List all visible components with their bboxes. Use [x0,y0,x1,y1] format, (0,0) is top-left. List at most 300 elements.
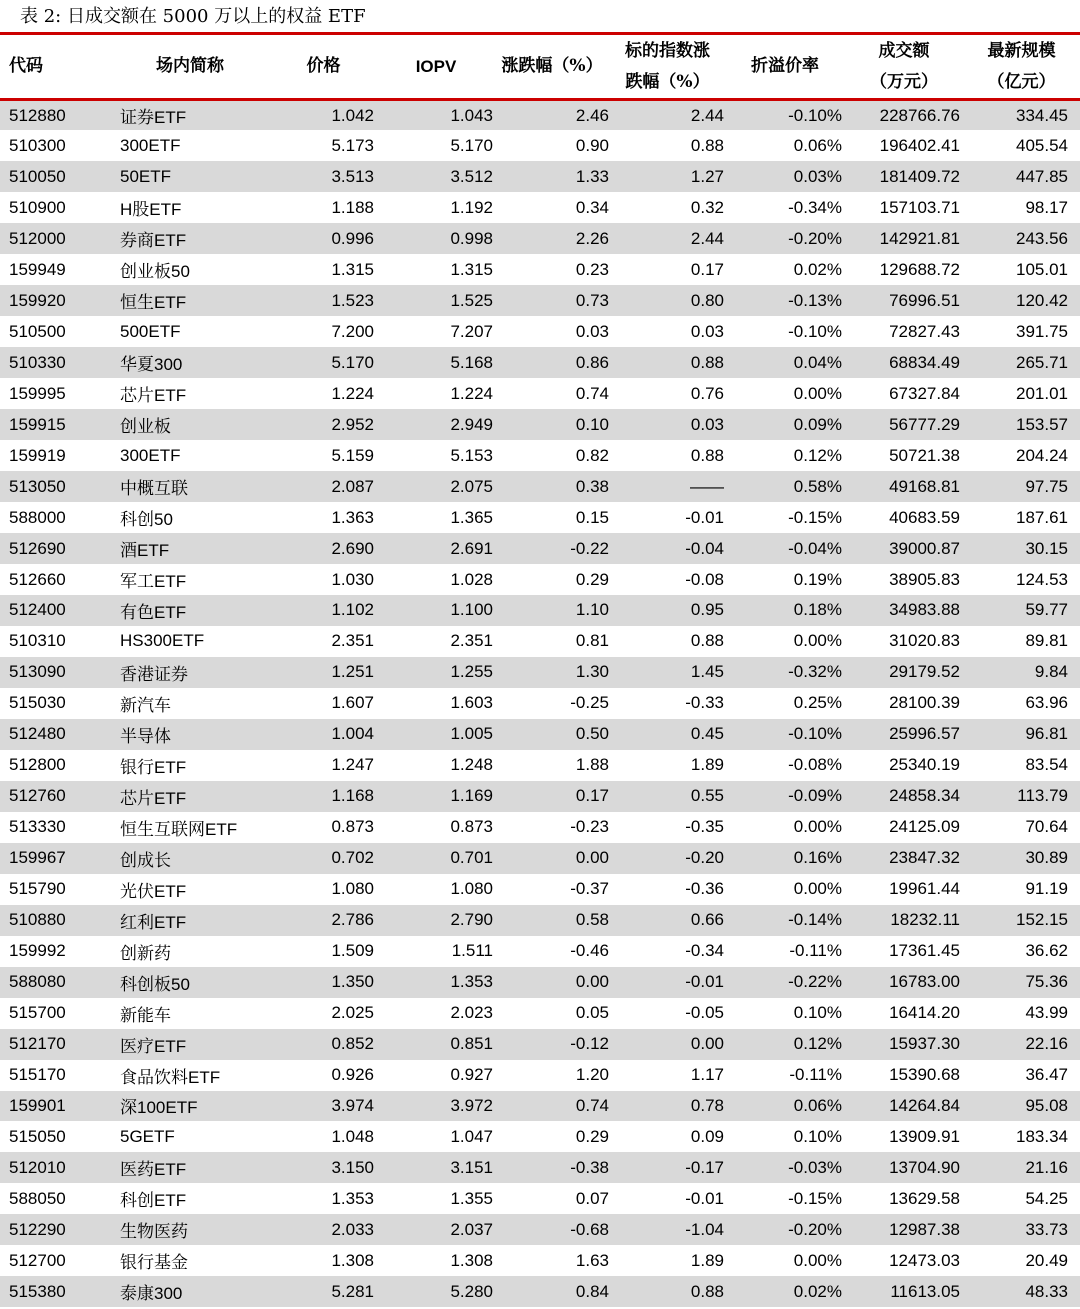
cell-turnover: 67327.84 [889,383,960,403]
header-change: 涨跌幅（%） [494,34,610,100]
cell-code: 510330 [0,347,111,378]
cell-size: 95.08 [963,1091,1080,1122]
cell-name: 有色ETF [111,595,269,626]
cell-price: 1.353 [331,1188,374,1208]
cell-index-change: 0.00 [610,1029,725,1060]
cell-size: 204.24 [1016,445,1068,465]
cell-turnover: 142921.81 [845,223,963,254]
cell-size: 96.81 [963,719,1080,750]
table-row [0,161,1080,192]
cell-code: 588000 [9,507,66,527]
cell-name: 证券ETF [111,100,269,131]
header-size [963,34,1080,100]
cell-name: 5GETF [120,1126,175,1146]
cell-iopv: 5.153 [450,445,493,465]
cell-change: 0.74 [575,383,609,403]
cell-change: 0.10 [494,409,610,440]
cell-premium: -0.09% [725,781,845,812]
table-row [0,719,1080,750]
cell-price: 0.996 [269,223,378,254]
cell-change: -0.25 [570,693,609,713]
cell-premium: -0.22% [725,967,845,998]
cell-change: 1.33 [494,161,610,192]
cell-change: 1.30 [494,657,610,688]
cell-index-change: 0.88 [610,347,725,378]
cell-size: 153.57 [963,409,1080,440]
cell-size: 43.99 [1025,1003,1068,1023]
cell-turnover: 11613.05 [845,1276,963,1307]
cell-name: 恒生互联网ETF [120,819,238,839]
cell-change: 0.82 [575,445,609,465]
cell-premium: 0.19% [793,569,842,589]
table-row [0,657,1080,688]
cell-name: 酒ETF [111,533,269,564]
cell-iopv: 1.248 [450,755,493,775]
cell-turnover: 31020.83 [889,631,960,651]
cell-name: 芯片ETF [120,386,187,406]
cell-code: 588050 [9,1188,66,1208]
cell-change: 0.00 [494,967,610,998]
cell-size: 243.56 [963,223,1080,254]
cell-name: 300ETF [120,445,181,465]
cell-turnover: 25996.57 [845,719,963,750]
cell-size: 113.79 [963,781,1080,812]
cell-name: 50ETF [111,161,269,192]
cell-change: 1.63 [575,1250,609,1270]
cell-change: 0.17 [494,781,610,812]
cell-index-change: 0.03 [610,409,725,440]
cell-iopv: 0.927 [450,1065,493,1085]
cell-index-change: 0.45 [610,719,725,750]
header-index-change-line1: 标的指数涨 [625,40,710,61]
cell-price: 0.702 [269,843,378,874]
cell-premium: -0.04% [725,533,845,564]
cell-iopv: 0.873 [450,817,493,837]
cell-index-change: 0.66 [610,905,725,936]
table-row [0,874,1080,905]
cell-index-change: -0.35 [685,817,724,837]
cell-index-change: 0.88 [690,445,724,465]
cell-change: -0.23 [570,817,609,837]
cell-name: 创业板 [111,409,269,440]
cell-premium: 0.00% [793,631,842,651]
cell-code: 510500 [9,321,66,341]
cell-size: 22.16 [963,1029,1080,1060]
cell-name: 创成长 [111,843,269,874]
cell-turnover: 23847.32 [845,843,963,874]
cell-premium: -0.34% [788,197,842,217]
cell-change: 0.38 [494,471,610,502]
cell-price: 1.509 [331,941,374,961]
cell-size: 152.15 [963,905,1080,936]
cell-turnover: 196402.41 [879,135,960,155]
cell-code: 512480 [0,719,111,750]
cell-index-change: -0.05 [685,1003,724,1023]
cell-size: 30.89 [963,843,1080,874]
cell-change: 0.74 [494,1091,610,1122]
cell-price: 2.690 [269,533,378,564]
cell-iopv: 2.790 [378,905,494,936]
cell-size: 405.54 [1016,135,1068,155]
cell-iopv: 1.043 [378,100,494,131]
cell-iopv: 5.280 [378,1276,494,1307]
cell-price: 2.025 [331,1003,374,1023]
cell-code: 159949 [9,259,66,279]
cell-size: 83.54 [1025,755,1068,775]
cell-price: 0.926 [331,1065,374,1085]
cell-index-change: 1.27 [610,161,725,192]
cell-change: 1.88 [575,755,609,775]
cell-size: 59.77 [963,595,1080,626]
cell-index-change: 0.76 [690,383,724,403]
cell-price: 1.030 [331,569,374,589]
cell-turnover: 17361.45 [889,941,960,961]
table-row [0,533,1080,564]
cell-price: 2.351 [331,631,374,651]
cell-size: 91.19 [1025,879,1068,899]
cell-size: 89.81 [1025,631,1068,651]
cell-turnover: 39000.87 [845,533,963,564]
cell-name: 科创ETF [120,1191,187,1211]
cell-name: 恒生ETF [111,285,269,316]
cell-code: 510300 [9,135,66,155]
cell-premium: 0.25% [793,693,842,713]
cell-price: 1.048 [331,1126,374,1146]
cell-code: 510310 [9,631,66,651]
cell-iopv: 1.308 [450,1250,493,1270]
cell-name: 食品饮料ETF [120,1067,221,1087]
cell-index-change: 0.80 [610,285,725,316]
cell-change: 0.23 [575,259,609,279]
cell-premium: 0.58% [725,471,845,502]
cell-change: 1.20 [575,1065,609,1085]
cell-turnover: 14264.84 [845,1091,963,1122]
cell-turnover: 16414.20 [889,1003,960,1023]
cell-premium: 0.06% [725,1091,845,1122]
cell-index-change: 0.32 [690,197,724,217]
table-row [0,100,1080,131]
cell-change: 0.86 [494,347,610,378]
cell-change: 0.34 [575,197,609,217]
cell-premium: 0.12% [793,445,842,465]
cell-price: 1.363 [331,507,374,527]
cell-change: 0.90 [575,135,609,155]
cell-name: H股ETF [120,200,182,220]
cell-premium: 0.09% [725,409,845,440]
cell-iopv: 1.603 [450,693,493,713]
cell-iopv: 1.365 [450,507,493,527]
cell-turnover: 72827.43 [889,321,960,341]
cell-name: 科创50 [120,510,173,530]
table-row [0,781,1080,812]
table-row [0,440,1080,471]
cell-size: 97.75 [963,471,1080,502]
cell-index-change: -0.01 [610,967,725,998]
cell-size: 48.33 [963,1276,1080,1307]
table-row [0,843,1080,874]
cell-premium: 0.16% [725,843,845,874]
table-row [0,192,1080,223]
cell-name: 香港证券 [111,657,269,688]
cell-name: 500ETF [120,321,181,341]
cell-turnover: 24125.09 [889,817,960,837]
cell-name: 光伏ETF [120,881,187,901]
cell-code: 515380 [0,1276,111,1307]
cell-price: 1.247 [331,755,374,775]
cell-code: 159995 [9,383,66,403]
header-name: 场内简称 [111,34,269,100]
table-row [0,1214,1080,1245]
cell-change: -0.12 [494,1029,610,1060]
cell-index-change: 2.44 [610,223,725,254]
table-row [0,967,1080,998]
cell-change: 0.07 [575,1188,609,1208]
table-row [0,750,1080,781]
cell-code: 515790 [9,879,66,899]
table-row [0,1276,1080,1307]
cell-iopv: 1.047 [450,1126,493,1146]
table-row [0,626,1080,657]
cell-iopv: 1.255 [378,657,494,688]
cell-name: 中概互联 [111,471,269,502]
cell-index-change: -0.08 [685,569,724,589]
cell-index-change: 1.89 [690,755,724,775]
cell-premium: -0.11% [789,1065,842,1085]
table-row [0,1152,1080,1183]
cell-change: 2.26 [494,223,610,254]
cell-size: 98.17 [1025,197,1068,217]
cell-code: 512400 [0,595,111,626]
cell-size: 33.73 [963,1214,1080,1245]
cell-size: 391.75 [1016,321,1068,341]
cell-iopv: 2.037 [378,1214,494,1245]
cell-change: 0.58 [494,905,610,936]
cell-price: 1.224 [331,383,374,403]
cell-price: 1.607 [331,693,374,713]
cell-iopv: 2.075 [378,471,494,502]
table-row [0,285,1080,316]
cell-iopv: 3.972 [378,1091,494,1122]
cell-name: 科创板50 [111,967,269,998]
etf-table-container [0,32,1080,1307]
cell-premium: -0.11% [789,941,842,961]
table-row [0,316,1080,347]
cell-size: 334.45 [963,100,1080,131]
cell-index-change: 0.78 [610,1091,725,1122]
cell-price: 1.080 [331,879,374,899]
cell-code: 512760 [0,781,111,812]
table-row [0,595,1080,626]
cell-price: 1.308 [331,1250,374,1270]
table-row [0,1029,1080,1060]
cell-size: 21.16 [963,1152,1080,1183]
cell-turnover: 13629.58 [889,1188,960,1208]
cell-index-change: 1.45 [610,657,725,688]
cell-size: 20.49 [1025,1250,1068,1270]
header-row [0,34,1080,100]
header-code: 代码 [0,34,111,100]
cell-code: 513090 [0,657,111,688]
cell-index-change: 2.44 [610,100,725,131]
table-row [0,564,1080,595]
cell-iopv: 2.691 [378,533,494,564]
header-turnover-line2: （万元） [870,71,938,92]
cell-code: 159919 [9,445,66,465]
cell-premium: -0.10% [725,100,845,131]
cell-turnover: 19961.44 [889,879,960,899]
table-row [0,130,1080,161]
cell-price: 2.786 [269,905,378,936]
cell-name: 创业板50 [120,262,190,282]
header-premium: 折溢价率 [725,34,845,100]
cell-index-change: 0.95 [610,595,725,626]
table-row [0,409,1080,440]
cell-premium: -0.10% [725,719,845,750]
cell-premium: -0.15% [788,507,842,527]
cell-price: 1.350 [269,967,378,998]
cell-iopv: 2.351 [450,631,493,651]
cell-size: 105.01 [1016,259,1068,279]
header-price: 价格 [269,34,378,100]
table-row [0,1091,1080,1122]
cell-index-change: 0.17 [690,259,724,279]
cell-code: 515030 [9,693,66,713]
header-size-line2: （亿元） [987,71,1056,92]
cell-index-change: 0.88 [610,1276,725,1307]
cell-price: 1.168 [269,781,378,812]
cell-iopv: 5.170 [450,135,493,155]
cell-iopv: 0.998 [378,223,494,254]
cell-name: 军工ETF [120,572,187,592]
table-header [0,34,1080,100]
cell-change: -0.68 [494,1214,610,1245]
cell-turnover: 34983.88 [845,595,963,626]
cell-turnover: 157103.71 [879,197,960,217]
cell-premium: 0.04% [725,347,845,378]
table-row [0,347,1080,378]
cell-index-change: -0.01 [685,1188,724,1208]
cell-code: 159992 [9,941,66,961]
cell-turnover: 15390.68 [889,1065,960,1085]
cell-turnover: 76996.51 [845,285,963,316]
cell-name: 红利ETF [111,905,269,936]
cell-price: 3.150 [269,1152,378,1183]
cell-price: 5.281 [269,1276,378,1307]
cell-name: 半导体 [111,719,269,750]
table-row [0,471,1080,502]
cell-change: 0.15 [575,507,609,527]
cell-price: 1.004 [269,719,378,750]
table-row [0,1121,1080,1152]
cell-turnover: 12987.38 [845,1214,963,1245]
cell-index-change: 1.89 [690,1250,724,1270]
cell-name: 300ETF [120,135,181,155]
cell-index-change: 0.88 [690,135,724,155]
cell-iopv: 0.701 [378,843,494,874]
cell-change: 0.73 [494,285,610,316]
cell-premium: -0.20% [725,1214,845,1245]
cell-change: 2.46 [494,100,610,131]
cell-index-change: —— [610,471,725,502]
cell-price: 1.315 [331,259,374,279]
cell-code: 512170 [0,1029,111,1060]
cell-premium: 0.03% [725,161,845,192]
cell-code: 512290 [0,1214,111,1245]
cell-code: 515700 [9,1003,66,1023]
table-row [0,905,1080,936]
cell-code: 159920 [0,285,111,316]
table-row [0,812,1080,843]
cell-index-change: -0.20 [610,843,725,874]
cell-name: 银行ETF [120,757,187,777]
cell-iopv: 1.353 [378,967,494,998]
cell-size: 120.42 [963,285,1080,316]
cell-turnover: 228766.76 [845,100,963,131]
cell-code: 513050 [0,471,111,502]
cell-iopv: 1.005 [378,719,494,750]
cell-code: 515050 [9,1126,66,1146]
header-turnover-line1: 成交额 [878,40,930,61]
cell-iopv: 1.169 [378,781,494,812]
cell-turnover: 49168.81 [845,471,963,502]
cell-index-change: 0.88 [690,631,724,651]
cell-premium: -0.08% [788,755,842,775]
cell-code: 510050 [0,161,111,192]
cell-name: 生物医药 [111,1214,269,1245]
cell-iopv: 0.851 [378,1029,494,1060]
cell-iopv: 1.224 [450,383,493,403]
cell-name: 深100ETF [111,1091,269,1122]
cell-premium: -0.03% [725,1152,845,1183]
cell-name: 券商ETF [111,223,269,254]
cell-iopv: 1.525 [378,285,494,316]
cell-premium: 0.10% [793,1003,842,1023]
cell-index-change: -0.01 [685,507,724,527]
cell-turnover: 25340.19 [889,755,960,775]
cell-premium: 0.00% [793,1250,842,1270]
cell-code: 512700 [9,1250,66,1270]
cell-iopv: 7.207 [450,321,493,341]
cell-size: 70.64 [1025,817,1068,837]
table-row [0,1245,1080,1276]
cell-code: 510900 [9,197,66,217]
cell-code: 159915 [0,409,111,440]
header-iopv: IOPV [378,34,494,100]
cell-premium: 0.10% [793,1126,842,1146]
header-index-change [610,34,725,100]
cell-change: 1.10 [494,595,610,626]
cell-code: 512010 [0,1152,111,1183]
cell-code: 513330 [9,817,66,837]
cell-price: 2.087 [269,471,378,502]
cell-name: 银行基金 [120,1253,188,1273]
cell-size: 201.01 [1016,383,1068,403]
cell-size: 124.53 [1016,569,1068,589]
table-body [0,100,1080,1308]
cell-name: 新能车 [120,1005,171,1025]
cell-name: 创新药 [120,943,171,963]
cell-name: 芯片ETF [111,781,269,812]
cell-size: 447.85 [963,161,1080,192]
cell-name: 医疗ETF [111,1029,269,1060]
cell-size: 75.36 [963,967,1080,998]
cell-premium: -0.14% [725,905,845,936]
cell-premium: -0.10% [788,321,842,341]
cell-change: -0.22 [494,533,610,564]
cell-premium: -0.13% [725,285,845,316]
cell-turnover: 38905.83 [889,569,960,589]
cell-premium: 0.00% [793,879,842,899]
